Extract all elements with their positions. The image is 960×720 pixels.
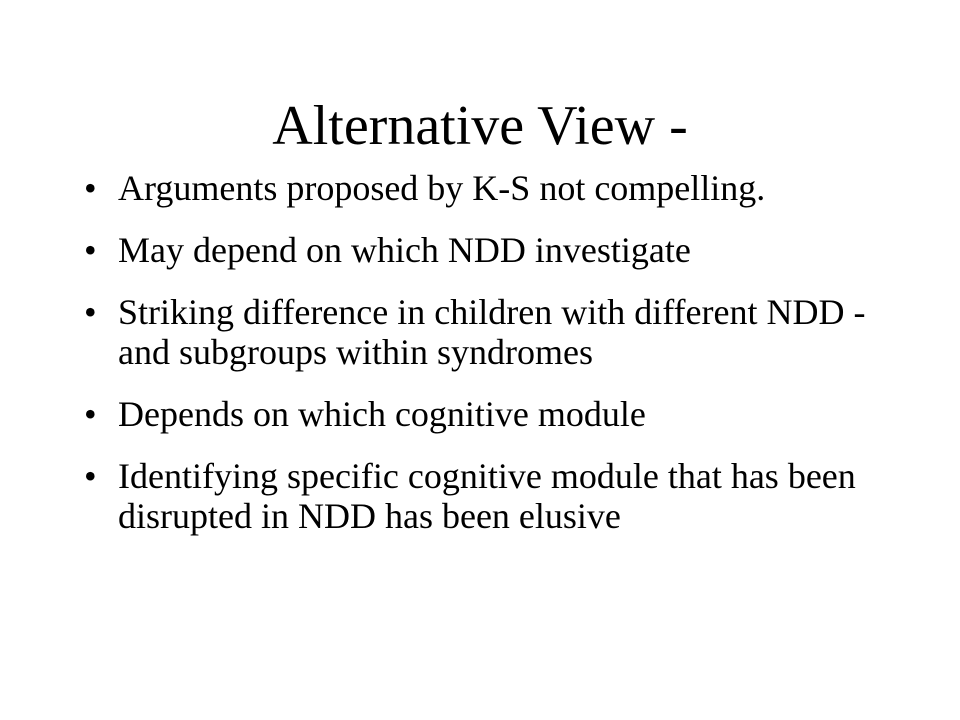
bullet-item <box>84 292 884 372</box>
bullet-icon: • <box>84 230 97 270</box>
bullet-icon: • <box>84 168 97 208</box>
bullet-item <box>84 230 884 270</box>
bullet-item <box>84 394 884 434</box>
bullet-text: Arguments proposed by K-S not compelling. <box>118 168 766 208</box>
bullet-text: Identifying specific cognitive module that has been disrupted in NDD has been elusive <box>118 456 856 536</box>
bullet-item <box>84 456 884 536</box>
bullet-list <box>84 168 884 558</box>
slide-title: Alternative View - <box>272 95 688 157</box>
bullet-icon: • <box>84 456 97 496</box>
bullet-text: Striking difference in children with different NDD - and subgroups within syndromes <box>118 292 866 372</box>
bullet-text: Depends on which cognitive module <box>118 394 646 434</box>
bullet-item <box>84 168 884 208</box>
bullet-text: May depend on which NDD investigate <box>118 230 691 270</box>
bullet-icon: • <box>84 394 97 434</box>
bullet-icon: • <box>84 292 97 332</box>
